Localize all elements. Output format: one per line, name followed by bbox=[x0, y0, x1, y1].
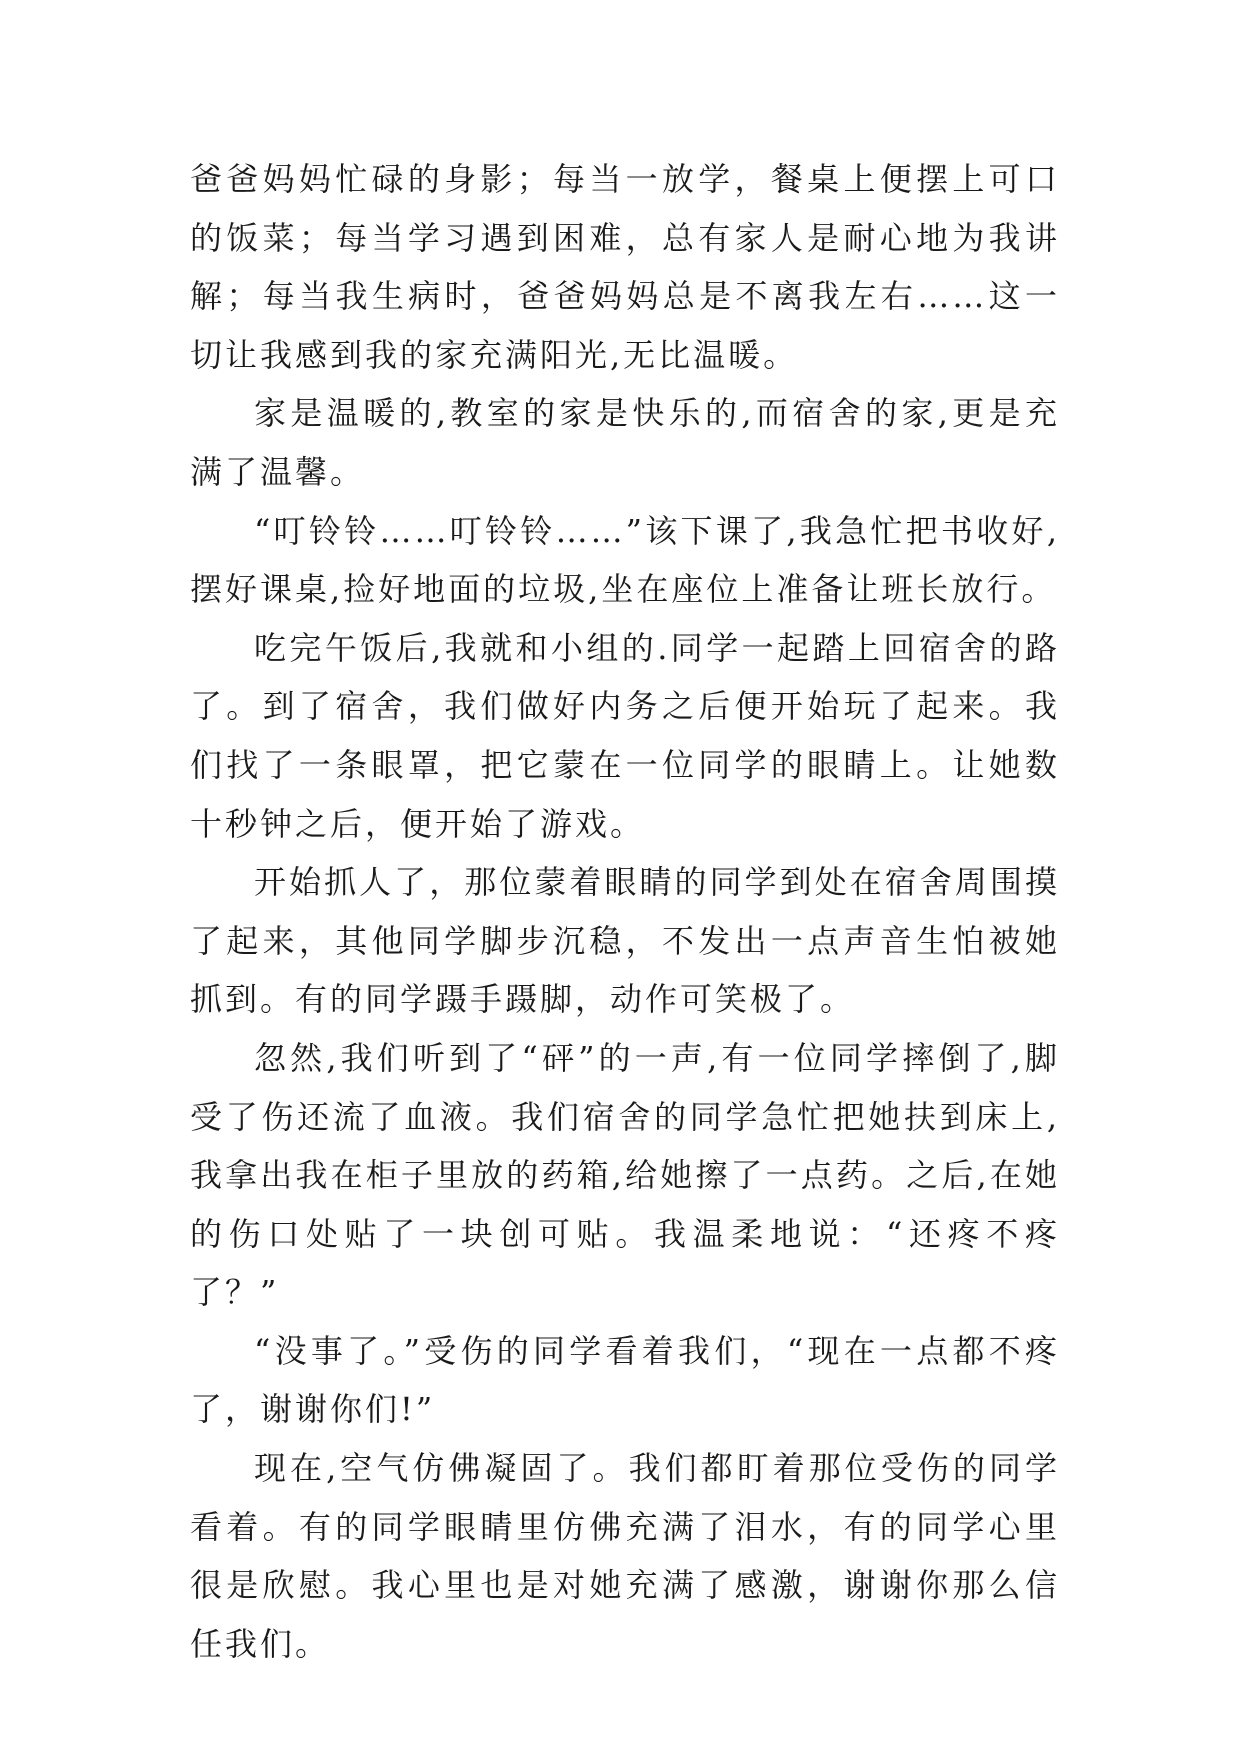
paragraph-2: 家是温暖的,教室的家是快乐的,而宿舍的家,更是充满了温馨。 bbox=[190, 394, 1060, 491]
paragraph-7: “没事了。”受伤的同学看着我们，“现在一点都不疼了，谢谢你们!” bbox=[190, 1331, 1060, 1429]
paragraph-4: 吃完午饭后,我就和小组的.同学一起踏上回宿舍的路了。到了宿舍，我们做好内务之后便开始玩了起来。我们找了一条眼罩，把它蒙在一位同学的眼睛上。让她数十秒钟之后，便开始了游戏。 bbox=[190, 628, 1060, 843]
paragraph-3: “叮铃铃……叮铃铃……”该下课了,我急忙把书收好,摆好课桌,捡好地面的垃圾,坐在座位上准备让班长放行。 bbox=[190, 511, 1060, 609]
essay-body bbox=[190, 150, 1060, 1673]
paragraph-6: 忽然,我们听到了“砰”的一声,有一位同学摔倒了,脚受了伤还流了血液。我们宿舍的同学急忙把她扶到床上,我拿出我在柜子里放的药箱,给她擦了一点药。之后,在她的伤口处贴了一块创可贴。我温柔地说：“还疼不疼了？” bbox=[190, 1038, 1060, 1312]
paragraph-5: 开始抓人了，那位蒙着眼睛的同学到处在宿舍周围摸了起来，其他同学脚步沉稳，不发出一点声音生怕被她抓到。有的同学蹑手蹑脚，动作可笑极了。 bbox=[190, 863, 1060, 1019]
paragraph-1: 爸爸妈妈忙碌的身影；每当一放学，餐桌上便摆上可口的饭菜；每当学习遇到困难，总有家人是耐心地为我讲解；每当我生病时，爸爸妈妈总是不离我左右……这一切让我感到我的家充满阳光,无比温暖。 bbox=[190, 160, 1060, 374]
paragraph-8: 现在,空气仿佛凝固了。我们都盯着那位受伤的同学看着。有的同学眼睛里仿佛充满了泪水，有的同学心里很是欣慰。我心里也是对她充满了感激，谢谢你那么信任我们。 bbox=[190, 1449, 1060, 1663]
